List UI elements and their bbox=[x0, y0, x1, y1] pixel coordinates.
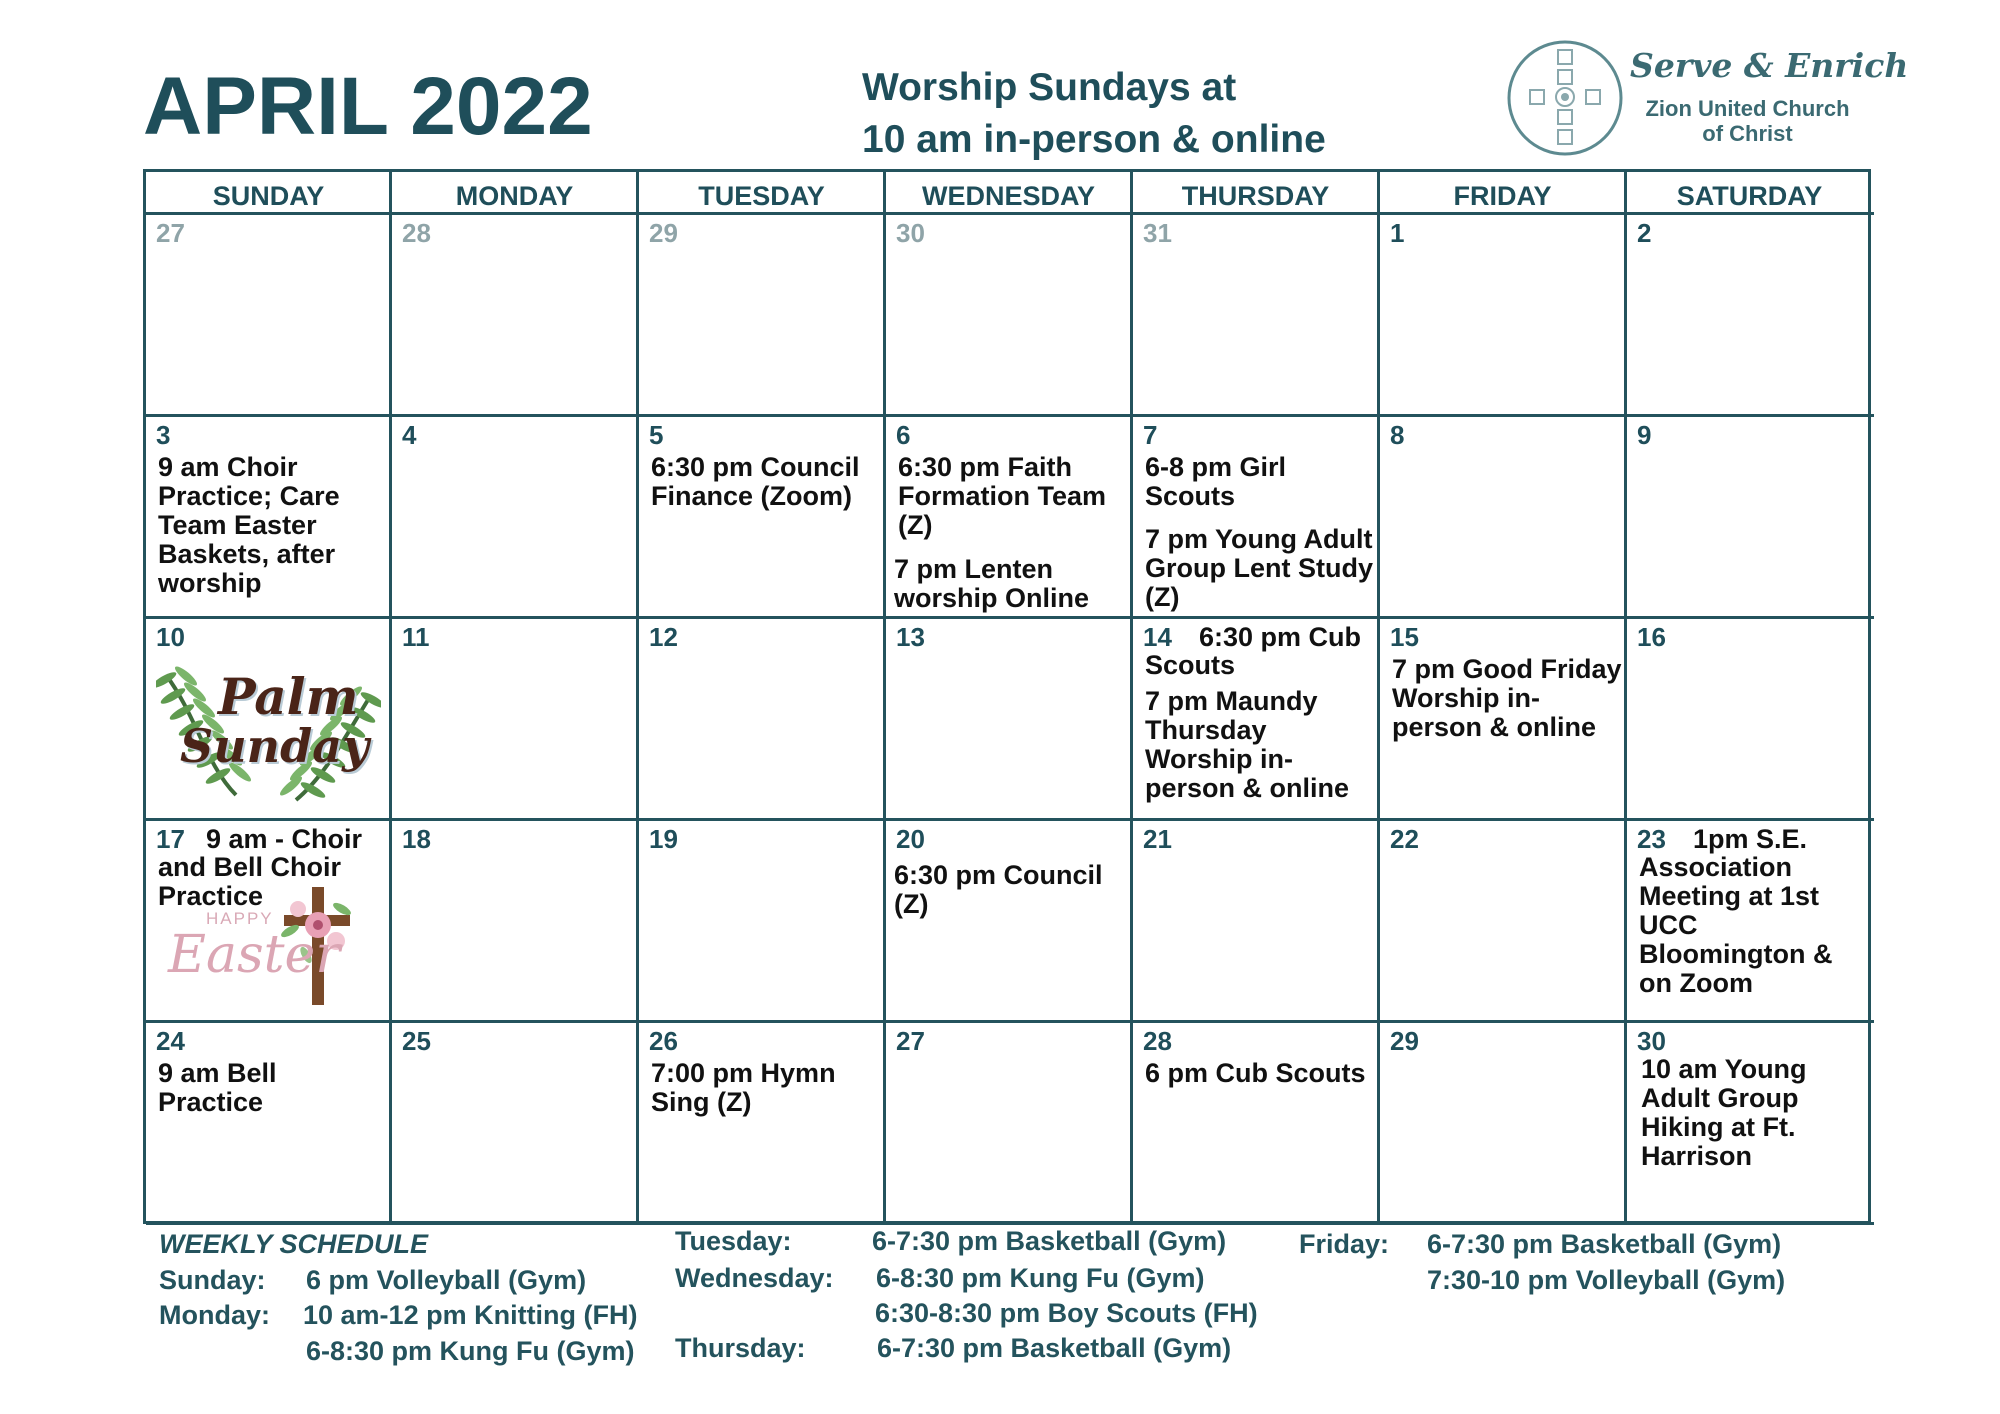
day-number: 30 bbox=[896, 218, 925, 248]
sunday-item: 6 pm Volleyball (Gym) bbox=[306, 1265, 587, 1295]
event-text: 6-8 pm Girl Scouts bbox=[1145, 452, 1287, 511]
event-text: 6:30 pm Council Finance (Zoom) bbox=[651, 452, 860, 511]
day-cell[interactable] bbox=[1380, 619, 1625, 818]
monday-item: 6-8:30 pm Kung Fu (Gym) bbox=[306, 1336, 635, 1366]
day-cell[interactable] bbox=[146, 215, 391, 414]
event-text: Association Meeting at 1st UCC Bloomington & on Zoom bbox=[1639, 852, 1833, 998]
day-cell[interactable] bbox=[1133, 417, 1378, 616]
day-cell[interactable] bbox=[1133, 821, 1378, 1020]
day-cell[interactable] bbox=[886, 417, 1131, 616]
friday-item: 7:30-10 pm Volleyball (Gym) bbox=[1427, 1265, 1786, 1295]
grid-row-divider bbox=[146, 1222, 1874, 1225]
day-cell[interactable] bbox=[392, 1023, 637, 1222]
worship-info bbox=[862, 62, 1326, 166]
day-cell[interactable] bbox=[639, 1023, 884, 1222]
day-number: 25 bbox=[402, 1026, 431, 1056]
logo-name-line-2: of Christ bbox=[1702, 121, 1793, 146]
day-cell[interactable] bbox=[392, 619, 637, 818]
day-number: 6 bbox=[896, 420, 911, 450]
sunday-label: Sunday: bbox=[159, 1265, 266, 1295]
event-text: 10 am Young Adult Group Hiking at Ft. Harrison bbox=[1641, 1054, 1807, 1171]
event-text: 6:30 pm Cub bbox=[1199, 622, 1362, 652]
wednesday-label: Wednesday: bbox=[675, 1263, 834, 1293]
day-number: 28 bbox=[402, 218, 431, 248]
day-cell[interactable] bbox=[886, 619, 1131, 818]
wednesday-item: 6:30-8:30 pm Boy Scouts (FH) bbox=[875, 1298, 1258, 1328]
day-number: 15 bbox=[1390, 622, 1419, 652]
day-number: 12 bbox=[649, 622, 678, 652]
weekly-schedule-heading: WEEKLY SCHEDULE bbox=[159, 1229, 429, 1259]
palm-sunday-art bbox=[156, 655, 381, 810]
weekday-header: THURSDAY bbox=[1181, 181, 1330, 211]
event-text: 7 pm Maundy Thursday Worship in-person & online bbox=[1145, 686, 1350, 803]
day-number: 21 bbox=[1143, 824, 1172, 854]
thursday-item: 6-7:30 pm Basketball (Gym) bbox=[877, 1333, 1232, 1363]
event-text: 7:00 pm Hymn Sing (Z) bbox=[651, 1058, 836, 1117]
day-number: 10 bbox=[156, 622, 185, 652]
day-number: 29 bbox=[1390, 1026, 1419, 1056]
day-cell[interactable] bbox=[1133, 619, 1378, 818]
day-cell[interactable] bbox=[886, 215, 1131, 414]
day-number: 23 bbox=[1637, 824, 1666, 854]
day-number: 1 bbox=[1390, 218, 1405, 248]
day-cell[interactable] bbox=[392, 417, 637, 616]
day-number: 7 bbox=[1143, 420, 1158, 450]
day-number: 31 bbox=[1143, 218, 1172, 248]
day-cell[interactable] bbox=[146, 619, 391, 818]
day-number: 29 bbox=[649, 218, 678, 248]
day-number: 18 bbox=[402, 824, 431, 854]
day-number: 13 bbox=[896, 622, 925, 652]
day-number: 9 bbox=[1637, 420, 1652, 450]
day-cell[interactable] bbox=[1133, 1023, 1378, 1222]
day-cell[interactable] bbox=[1380, 215, 1625, 414]
happy-easter-text: HAPPY bbox=[206, 909, 274, 928]
day-cell[interactable] bbox=[639, 821, 884, 1020]
day-number: 3 bbox=[156, 420, 171, 450]
weekday-header: SATURDAY bbox=[1676, 181, 1823, 211]
day-number: 28 bbox=[1143, 1026, 1172, 1056]
day-cell[interactable] bbox=[1627, 1023, 1872, 1222]
day-cell[interactable] bbox=[146, 1023, 391, 1222]
day-number: 19 bbox=[649, 824, 678, 854]
day-cell[interactable] bbox=[392, 215, 637, 414]
day-number: 14 bbox=[1143, 622, 1172, 652]
event-text: 9 am - Choir bbox=[206, 824, 363, 854]
day-cell[interactable] bbox=[1627, 619, 1872, 818]
event-text: 6:30 pm Faith Formation Team (Z) bbox=[898, 452, 1107, 540]
day-cell[interactable] bbox=[1627, 215, 1872, 414]
event-text: 9 am Bell Practice bbox=[158, 1058, 277, 1117]
day-cell[interactable] bbox=[639, 215, 884, 414]
event-text: 9 am Choir Practice; Care Team Easter Baskets, after worship bbox=[158, 452, 340, 598]
day-number: 11 bbox=[402, 622, 430, 652]
weekday-header: TUESDAY bbox=[698, 181, 825, 211]
day-cell[interactable] bbox=[1627, 417, 1872, 616]
day-number: 5 bbox=[649, 420, 664, 450]
day-cell[interactable] bbox=[1380, 821, 1625, 1020]
cross-emblem-icon bbox=[1505, 38, 1625, 158]
thursday-label: Thursday: bbox=[675, 1333, 806, 1363]
day-cell[interactable] bbox=[146, 417, 391, 616]
day-number: 26 bbox=[649, 1026, 678, 1056]
day-number: 24 bbox=[156, 1026, 185, 1056]
day-cell[interactable] bbox=[639, 417, 884, 616]
day-number: 16 bbox=[1637, 622, 1666, 652]
palm-sunday-text: Sunday bbox=[180, 719, 369, 773]
palm-sunday-text: Palm bbox=[218, 667, 359, 726]
friday-item: 6-7:30 pm Basketball (Gym) bbox=[1427, 1229, 1782, 1259]
event-text: 6 pm Cub Scouts bbox=[1145, 1058, 1366, 1088]
weekday-header: MONDAY bbox=[455, 181, 574, 211]
weekday-header: FRIDAY bbox=[1453, 181, 1552, 211]
worship-line-1: Worship Sundays at bbox=[862, 66, 1237, 109]
day-number: 27 bbox=[896, 1026, 925, 1056]
event-text: 7 pm Young Adult Group Lent Study (Z) bbox=[1145, 524, 1373, 612]
tuesday-label: Tuesday: bbox=[675, 1226, 792, 1256]
day-cell[interactable] bbox=[1380, 1023, 1625, 1222]
page-title: APRIL 2022 bbox=[143, 61, 593, 152]
day-number: 30 bbox=[1637, 1026, 1666, 1056]
day-cell[interactable] bbox=[1627, 821, 1872, 1020]
monday-label: Monday: bbox=[159, 1300, 270, 1330]
day-number: 2 bbox=[1637, 218, 1652, 248]
day-cell[interactable] bbox=[1133, 215, 1378, 414]
wednesday-item: 6-8:30 pm Kung Fu (Gym) bbox=[876, 1263, 1205, 1293]
happy-easter-text: Easter bbox=[168, 925, 341, 985]
event-text: 7 pm Good Friday Worship in-person & online bbox=[1392, 654, 1622, 742]
logo-tagline: Serve & Enrich bbox=[1630, 46, 1909, 85]
logo-church-name bbox=[1630, 96, 1865, 146]
friday-label: Friday: bbox=[1299, 1229, 1390, 1259]
calendar-grid bbox=[143, 169, 1871, 1366]
day-number: 27 bbox=[156, 218, 185, 248]
event-text: 1pm S.E. bbox=[1693, 824, 1808, 854]
event-text: and Bell Choir Practice bbox=[158, 852, 342, 911]
day-cell[interactable] bbox=[639, 619, 884, 818]
weekday-header: WEDNESDAY bbox=[921, 181, 1096, 211]
event-text: 7 pm Lenten worship Online bbox=[894, 554, 1090, 613]
tuesday-item: 6-7:30 pm Basketball (Gym) bbox=[872, 1226, 1227, 1256]
day-cell[interactable] bbox=[146, 821, 391, 1020]
day-number: 22 bbox=[1390, 824, 1419, 854]
day-number: 20 bbox=[896, 824, 925, 854]
day-cell[interactable] bbox=[886, 1023, 1131, 1222]
day-number: 8 bbox=[1390, 420, 1405, 450]
day-number: 17 bbox=[156, 824, 185, 854]
day-cell[interactable] bbox=[886, 821, 1131, 1020]
church-logo bbox=[1505, 38, 1909, 163]
logo-name-line-1: Zion United Church bbox=[1645, 96, 1850, 121]
day-cell[interactable] bbox=[392, 821, 637, 1020]
weekday-header: SUNDAY bbox=[212, 181, 325, 211]
event-text: Scouts bbox=[1145, 650, 1236, 680]
day-cell[interactable] bbox=[1380, 417, 1625, 616]
monday-item: 10 am-12 pm Knitting (FH) bbox=[303, 1300, 638, 1330]
worship-line-2: 10 am in-person & online bbox=[862, 118, 1326, 161]
day-number: 4 bbox=[402, 420, 417, 450]
event-text: 6:30 pm Council (Z) bbox=[894, 860, 1103, 919]
